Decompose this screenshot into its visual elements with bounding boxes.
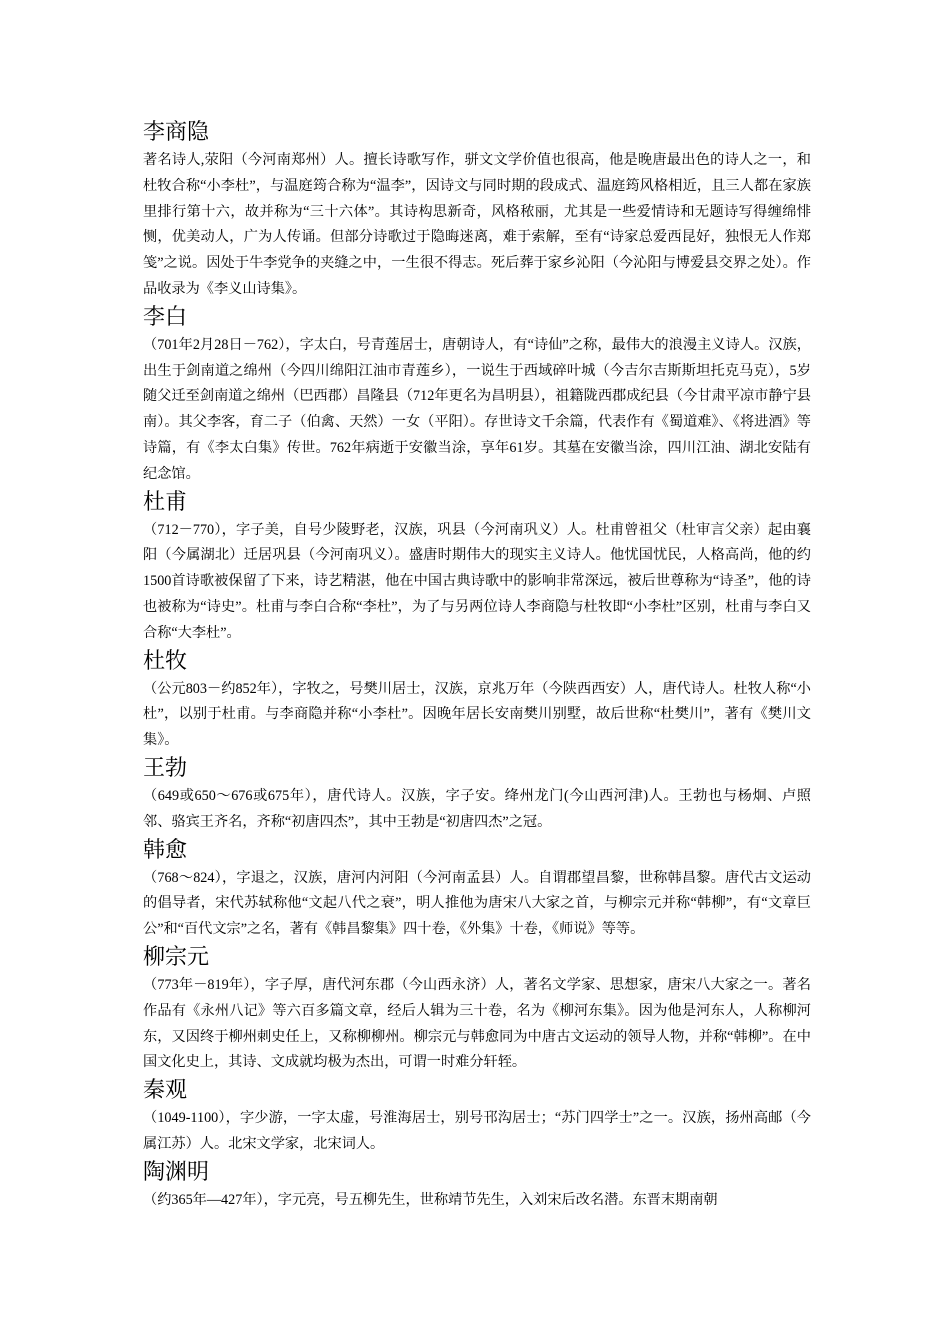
poet-bio: （约365年—427年），字元亮，号五柳先生，世称靖节先生，入刘宋后改名潜。东晋末期南朝	[143, 1191, 718, 1208]
poet-bio: （701年2月28日－762），字太白，号青莲居士，唐朝诗人，有“诗仙”之称，最伟大的浪漫主义诗人。汉族，出生于剑南道之绵州（今四川绵阳江油市青莲乡），一说生于西域碎叶城（今吉尔吉斯斯坦托克马克），5岁随父迁至剑南道之绵州（巴西郡）昌隆县（712年更名为昌明县），祖籍陇西郡成纪县（今甘肃平凉市静宁县南）。其父李客，育二子（伯禽、天然）一女（平阳）。存世诗文千余篇，代表作有《蜀道难》、《将进酒》等诗篇，有《李太白集》传世。762年病逝于安徽当涂，享年61岁。其墓在安徽当涂，四川江油、湖北安陆有纪念馆。	[143, 336, 811, 482]
poet-name: 李白	[143, 304, 188, 330]
entry-du-mu	[143, 647, 811, 754]
entry-tao-yuanming	[143, 1158, 811, 1214]
entry-liu-zongyuan	[143, 943, 811, 1076]
poet-bio: （768～824），字退之，汉族，唐河内河阳（今河南孟县）人。自谓郡望昌黎，世称韩昌黎。唐代古文运动的倡导者，宋代苏轼称他“文起八代之衰”，明人推他为唐宋八大家之首，与柳宗元并称“韩柳”，有“文章巨公”和“百代文宗”之名，著有《韩昌黎集》四十卷，《外集》十卷，《师说》等等。	[143, 869, 811, 938]
poet-name: 韩愈	[143, 837, 188, 863]
poet-name: 陶渊明	[143, 1159, 210, 1185]
entry-qin-guan	[143, 1076, 811, 1158]
poet-bio: （773年－819年），字子厚，唐代河东郡（今山西永济）人，著名文学家、思想家，唐宋八大家之一。著名作品有《永州八记》等六百多篇文章，经后人辑为三十卷，名为《柳河东集》。因为他是河东人，人称柳河东，又因终于柳州刺史任上，又称柳柳州。柳宗元与韩愈同为中唐古文运动的领导人物，并称“韩柳”。在中国文化史上，其诗、文成就均极为杰出，可谓一时难分轩轾。	[143, 976, 811, 1071]
poet-name: 杜甫	[143, 489, 188, 515]
poet-name: 秦观	[143, 1078, 188, 1104]
poet-bio: （1049-1100），字少游，一字太虚，号淮海居士，别号邗沟居士；“苏门四学士”之一。汉族，扬州高邮（今属江苏）人。北宋文学家，北宋词人。	[143, 1110, 811, 1152]
poet-bio: （649或650～676或675年），唐代诗人。汉族，字子安。绛州龙门(今山西河津)人。王勃也与杨炯、卢照邻、骆宾王齐名，齐称“初唐四杰”，其中王勃是“初唐四杰”之冠。	[143, 787, 811, 830]
poet-name: 王勃	[143, 755, 188, 781]
entry-wang-bo	[143, 754, 811, 836]
poet-bio: （712－770），字子美，自号少陵野老，汉族，巩县（今河南巩义）人。杜甫曾祖父（杜审言父亲）起由襄阳（今属湖北）迁居巩县（今河南巩义）。盛唐时期伟大的现实主义诗人。他忧国忧民，人格高尚，他的约1500首诗歌被保留了下来，诗艺精湛，他在中国古典诗歌中的影响非常深远，被后世尊称为“诗圣”，他的诗也被称为“诗史”。杜甫与李白合称“李杜”，为了与另两位诗人李商隐与杜牧即“小李杜”区别，杜甫与李白又合称“大李杜”。	[143, 521, 811, 641]
entry-du-fu	[143, 488, 811, 647]
poet-name: 李商隐	[143, 120, 210, 145]
entry-li-bai	[143, 303, 811, 488]
entry-li-shangyin	[143, 118, 811, 303]
poet-bio: 著名诗人,荥阳（今河南郑州）人。擅长诗歌写作，骈文文学价值也很高，他是晚唐最出色的诗人之一，和杜牧合称“小李杜”，与温庭筠合称为“温李”，因诗文与同时期的段成式、温庭筠风格相近，且三人都在家族里排行第十六，故并称为“三十六体”。其诗构思新奇，风格秾丽，尤其是一些爱情诗和无题诗写得缠绵悱恻，优美动人，广为人传诵。但部分诗歌过于隐晦迷离，难于索解，至有“诗家总爱西昆好，独恨无人作郑笺”之说。因处于牛李党争的夹缝之中，一生很不得志。死后葬于家乡沁阳（今沁阳与博爱县交界之处）。作品收录为《李义山诗集》。	[143, 152, 811, 297]
poet-name: 杜牧	[143, 648, 188, 674]
document-page	[143, 118, 811, 1214]
entry-han-yu	[143, 836, 811, 943]
poet-name: 柳宗元	[143, 944, 210, 970]
poet-bio: （公元803－约852年），字牧之，号樊川居士，汉族，京兆万年（今陕西西安）人，唐代诗人。杜牧人称“小杜”，以别于杜甫。与李商隐并称“小李杜”。因晚年居长安南樊川别墅，故后世称“杜樊川”，著有《樊川文集》。	[143, 680, 811, 749]
